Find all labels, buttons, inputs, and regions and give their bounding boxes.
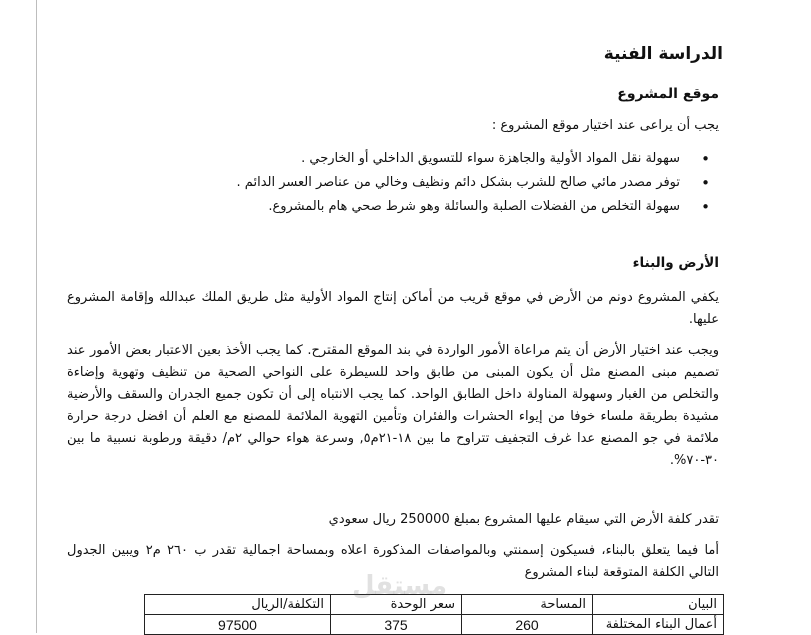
column-header: التكلفة/الريال: [145, 595, 331, 615]
land-heading: الأرض والبناء: [632, 255, 719, 271]
land-paragraph-1: يكفي المشروع دونم من الأرض في موقع قريب من أماكن إنتاج المواد الأولية مثل طريق الملك عبدالله وإقامة المشروع عليها.: [67, 290, 719, 327]
land-cost-text: تقدر كلفة الأرض التي سيقام عليها المشروع بمبلغ 250000 ريال سعودي: [328, 512, 719, 527]
section-title: الدراسة الفنية: [603, 44, 723, 64]
table-cell: 375: [331, 615, 462, 635]
table-cell: أعمال البناء المختلفة: [593, 615, 724, 635]
list-item: • سهولة نقل المواد الأولية والجاهزة سواء للتسويق الداخلي أو الخارجي .: [237, 147, 719, 171]
column-header: المساحة: [462, 595, 593, 615]
location-bullet-list: [237, 147, 719, 219]
column-header: البيان: [593, 595, 724, 615]
table-row: [145, 615, 724, 635]
table-cell: 260: [462, 615, 593, 635]
location-heading: موقع المشروع: [617, 86, 719, 102]
building-paragraph: أما فيما يتعلق بالبناء، فسيكون إسمنتي وبالمواصفات المذكورة اعلاه وبمساحة اجمالية تقدر ب ٢٦٠ م٢ ويبين الجدول التالي الكلفة المتوقعة لبناء المشروع: [67, 543, 719, 580]
document-page: [68, 0, 732, 633]
page-margin-line: [36, 0, 37, 633]
list-item: • سهولة التخلص من الفضلات الصلبة والسائلة وهو شرط صحي هام بالمشروع.: [237, 195, 719, 219]
land-paragraph-2: ويجب عند اختيار الأرض أن يتم مراعاة الأمور الواردة في بند الموقع المقترح. كما يجب الأخذ بعين الاعتبار بعض الأمور عند تصميم مبنى المصنع مثل أن يكون المبنى من طابق واحد للسيطرة على النواحي الصحية من تنظيف وتهوية وإضاءة والتخلص من الغبار وسهولة المناولة داخل الطابق الواحد. كما يجب الانتباه إلى أن تكون جميع الجدران والسقف والأرضية مشيدة بطريقة ملساء خوفا من إيواء الحشرات والفئران وتأمين التهوية الملائمة للمصنع مع العلم أن افضل درجة حرارة ملائمة في جو المصنع عدا غرف التجفيف تتراوح ما بين ١٨-٢١م٥, وسرعة هواء حوالي ٢م/ دقيقة ورطوبة نسبية ما بين ٣٠-٧٠%.: [67, 343, 719, 468]
watermark-logo: مستقل: [352, 571, 448, 601]
column-header: سعر الوحدة: [331, 595, 462, 615]
table-cell: 97500: [145, 615, 331, 635]
location-intro: يجب أن يراعى عند اختيار موقع المشروع :: [491, 118, 719, 133]
list-item: • توفر مصدر مائي صالح للشرب بشكل دائم ونظيف وخالي من عناصر العسر الدائم .: [237, 171, 719, 195]
